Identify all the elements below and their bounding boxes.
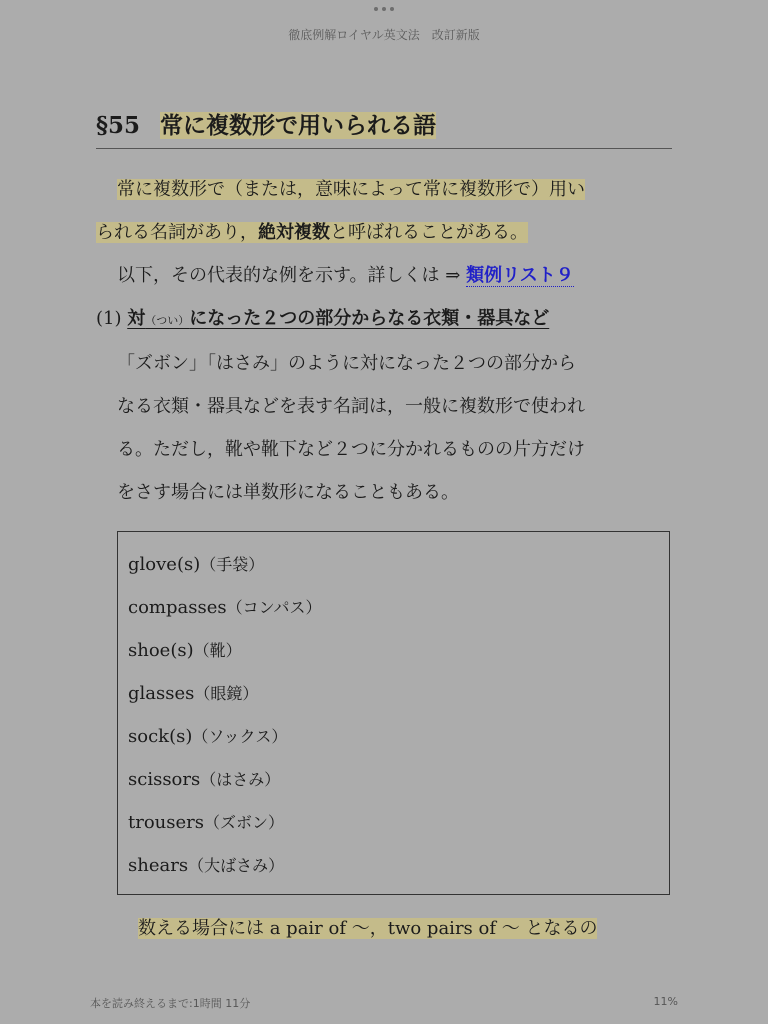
- highlighted-text[interactable]: 常に複数形で（または，意味によって常に複数形で）用い: [117, 179, 585, 200]
- vocab-word: scissors: [128, 769, 201, 790]
- section-heading: [96, 104, 672, 149]
- more-options-icon[interactable]: [374, 6, 394, 12]
- vocab-item: [128, 758, 669, 801]
- subsection-number: (1): [96, 308, 122, 329]
- vocab-gloss: （はさみ）: [200, 770, 281, 789]
- intro-line-2: [96, 211, 672, 254]
- vocab-box: [117, 531, 670, 895]
- reading-time-remaining[interactable]: 本を読み終えるまで:1時間 11分: [90, 997, 251, 1010]
- subsection-title-rest: になった２つの部分からなる衣類・器具など: [189, 308, 550, 329]
- vocab-word: glasses: [128, 683, 195, 704]
- dot: [374, 7, 378, 11]
- vocab-gloss: （コンパス）: [226, 598, 322, 617]
- highlighted-text[interactable]: 数える場合には a pair of 〜，two pairs of 〜 となるの: [138, 918, 598, 939]
- vocab-word: trousers: [128, 812, 204, 833]
- body-line: をさす場合には単数形になることもある。: [117, 482, 459, 503]
- vocab-gloss: （ズボン）: [204, 813, 285, 832]
- vocab-word: sock(s): [128, 726, 193, 747]
- vocab-item: [128, 715, 669, 758]
- note-line: [96, 907, 672, 950]
- vocab-item: [128, 629, 669, 672]
- vocab-item: [128, 672, 669, 715]
- vocab-item: [128, 543, 669, 586]
- reading-progress[interactable]: 11%: [653, 995, 678, 1008]
- vocab-gloss: （靴）: [193, 641, 242, 660]
- section-number: §55: [96, 112, 141, 139]
- intro-text: 以下，その代表的な例を示す。詳しくは ⇒: [117, 265, 467, 286]
- intro-line-3: [96, 254, 672, 297]
- subsection-head-char: 対: [127, 308, 146, 329]
- vocab-word: glove(s): [128, 554, 201, 575]
- book-title: 徹底例解ロイヤル英文法 改訂新版: [288, 28, 480, 42]
- vocab-item: [128, 586, 669, 629]
- reference-link[interactable]: 類例リスト９: [466, 265, 574, 286]
- vocab-gloss: （大ばさみ）: [188, 856, 285, 875]
- vocab-word: shoe(s): [128, 640, 194, 661]
- body-line: 「ズボン」「はさみ」のように対になった２つの部分から: [117, 353, 576, 374]
- ruby-reading: （つい）: [145, 314, 190, 327]
- vocab-gloss: （ソックス）: [192, 727, 288, 746]
- vocab-word: compasses: [128, 597, 227, 618]
- subsection-title: [127, 308, 549, 329]
- dot: [390, 7, 394, 11]
- term-bold: 絶対複数: [258, 222, 330, 243]
- vocab-gloss: （眼鏡）: [194, 684, 259, 703]
- page-content: [96, 104, 672, 950]
- intro-text: られる名詞があり，: [96, 222, 258, 243]
- dot: [382, 7, 386, 11]
- highlighted-text[interactable]: [96, 222, 528, 243]
- vocab-gloss: （手袋）: [200, 555, 265, 574]
- intro-line-1: [96, 168, 672, 211]
- subsection-heading: [96, 297, 672, 342]
- body-line: なる衣類・器具などを表す名詞は，一般に複数形で使われ: [117, 396, 585, 417]
- body-line: る。ただし，靴や靴下など２つに分かれるものの片方だけ: [117, 439, 585, 460]
- vocab-word: shears: [128, 855, 189, 876]
- section-title[interactable]: 常に複数形で用いられる語: [160, 112, 437, 139]
- intro-text: と呼ばれることがある。: [330, 222, 528, 243]
- vocab-item: [128, 801, 669, 844]
- vocab-item: [128, 844, 669, 887]
